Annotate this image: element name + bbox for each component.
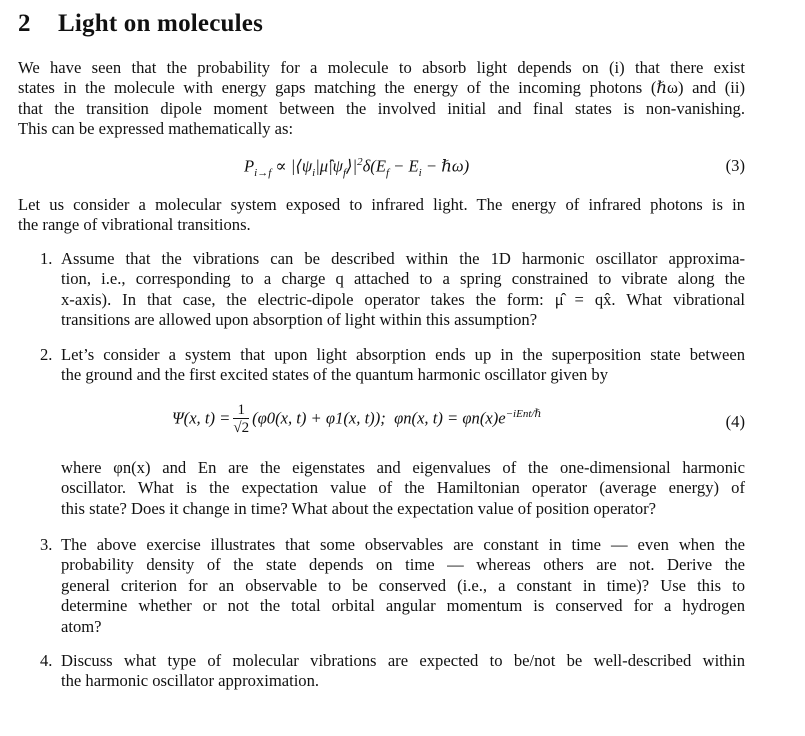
eq3-square: 2 — [357, 156, 363, 168]
list-item-line: oscillator. What is the expectation value of the Hamiltonian operator (average energy) of — [61, 478, 745, 498]
list-item-line: determine whether or not the total orbital angular momentum is conserved for a hydrogen — [61, 596, 745, 616]
intro-paragraph — [18, 58, 745, 140]
context-line: Let us consider a molecular system exposed to infrared light. The energy of infrared photons is in — [18, 195, 745, 214]
list-item-line: Let’s consider a system that upon light absorption ends up in the superposition state between — [61, 345, 745, 364]
eq3-sub-i: i — [312, 166, 316, 179]
list-item-number: 2. — [40, 345, 53, 364]
eq3-lhs-sub: i→f — [254, 166, 272, 179]
equation-4 — [0, 402, 805, 442]
intro-line: We have seen that the probability for a molecule to absorb light depends on (i) that there exist — [18, 58, 745, 77]
list-item-line: transitions are allowed upon absorption of light within this assumption? — [61, 310, 538, 330]
eq4-definition: φn(x, t) = φn(x)e — [394, 408, 506, 428]
list-item-line: general criterion for an observable to be conserved (i.e., a constant in time)? Use this to — [61, 575, 745, 595]
eq3-delta: δ(E — [362, 156, 386, 176]
eq4-sum: (φ0(x, t) + φ1(x, t)); — [252, 408, 386, 428]
eq3-tail: − ℏω) — [421, 156, 470, 176]
context-line: the range of vibrational transitions. — [18, 215, 251, 235]
eq3-close: ⟩| — [346, 156, 358, 176]
eq3-mid: |μ̂|ψ — [315, 156, 343, 176]
list-item-line: where φn(x) and En are the eigenstates and eigenvalues of the one-dimensional harmonic — [61, 458, 745, 477]
list-item-body — [61, 249, 745, 331]
eq3-sub-f2: f — [385, 166, 390, 179]
list-item-body — [61, 651, 745, 692]
equation-4-number: (4) — [725, 412, 745, 431]
eq3-sub-i2: i — [418, 166, 422, 179]
intro-line: states in the molecule with energy gaps matching the energy of the incoming photons (ℏω) and (ii) — [18, 78, 745, 98]
list-item-line: Discuss what type of molecular vibrations are expected to be/not be well-described within — [61, 651, 745, 670]
eq4-fraction-numerator: 1 — [233, 402, 249, 419]
eq4-fraction-denominator: √2 — [233, 420, 250, 436]
list-item-line: x-axis). In that case, the electric-dipole operator takes the form: μ̂ = qx̂. What vibrational — [61, 289, 745, 309]
list-item-line: probability density of the state depends on time — whereas others are not. Derive the — [61, 555, 745, 575]
list-item-body — [61, 535, 745, 637]
equation-3-number: (3) — [725, 156, 745, 175]
context-paragraph — [18, 195, 745, 236]
intro-line: that the transition dipole moment between the involved initial and final states is non-vanishing. — [18, 98, 745, 118]
list-item-line: this state? Does it change in time? What about the expectation value of position operator? — [61, 498, 657, 518]
eq4-lhs: Ψ(x, t) = — [172, 408, 231, 428]
list-item-number: 1. — [40, 249, 53, 268]
section-title: Light on molecules — [58, 10, 263, 37]
list-item-number: 4. — [40, 651, 53, 670]
list-item-line: tion, i.e., corresponding to a charge q attached to a spring constrained to vibrate along the — [61, 269, 745, 289]
eq3-sub-f: f — [342, 166, 347, 179]
eq4-exponent: −iEnt/ℏ — [505, 407, 542, 420]
list-item-line: the ground and the first excited states of the quantum harmonic oscillator given by — [61, 365, 608, 385]
list-item-body — [61, 345, 745, 386]
eq4-fraction — [233, 402, 249, 437]
list-item-line: atom? — [61, 616, 102, 636]
list-item-body — [61, 458, 745, 519]
eq3-rel: ∝ |⟨ψ — [271, 156, 313, 176]
section-number: 2 — [18, 10, 31, 37]
list-item-line: the harmonic oscillator approximation. — [61, 671, 320, 691]
intro-line: This can be expressed mathematically as: — [18, 119, 294, 139]
list-item-number: 3. — [40, 535, 53, 554]
eq3-lhs: P — [244, 156, 255, 176]
equation-3-expression — [244, 156, 469, 179]
eq3-minus: − E — [389, 156, 419, 176]
list-item-line: The above exercise illustrates that some observables are constant in time — even when the — [61, 535, 745, 554]
equation-4-expression — [172, 402, 542, 437]
equation-3 — [0, 156, 805, 178]
list-item-line: Assume that the vibrations can be described within the 1D harmonic oscillator approxima- — [61, 249, 745, 268]
section-heading — [18, 10, 263, 38]
